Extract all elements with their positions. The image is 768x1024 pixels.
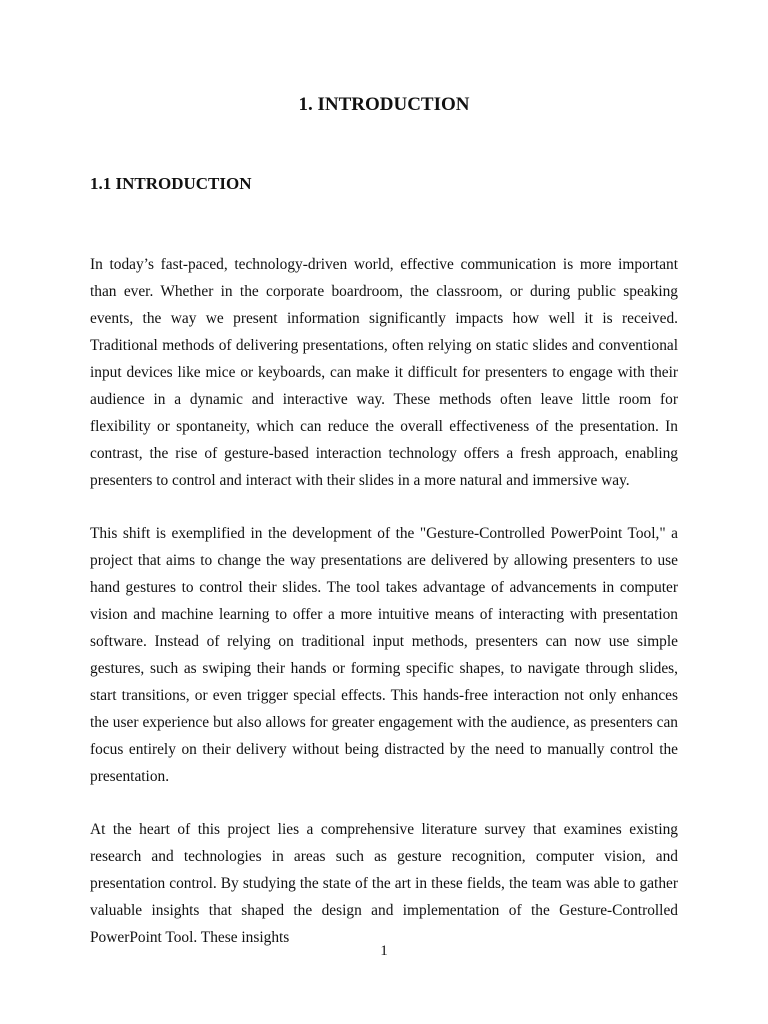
body-paragraph-2: This shift is exemplified in the development of the "Gesture-Controlled PowerPoint Tool," a project that aims to change the way presentations are delivered by allowing presenters to use hand gestures to control their slides. The tool takes advantage of advancements in computer vision and machine learning to offer a more intuitive means of interacting with presentation software. Instead of relying on traditional input methods, presenters can now use simple gestures, such as swiping their hands or forming specific shapes, to navigate through slides, start transitions, or even trigger special effects. This hands-free interaction not only enhances the user experience but also allows for greater engagement with the audience, as presenters can focus entirely on their delivery without being distracted by the need to manually control the presentation.	[90, 525, 678, 785]
section-title: 1.1 INTRODUCTION	[90, 174, 252, 193]
body-paragraph-1: In today’s fast-paced, technology-driven world, effective communication is more important than ever. Whether in the corporate boardroom, the classroom, or during public speaking events, the way we present information significantly impacts how well it is received. Traditional methods of delivering presentations, often relying on static slides and conventional input devices like mice or keyboards, can make it difficult for presenters to engage with their audience in a dynamic and interactive way. These methods often leave little room for flexibility or spontaneity, which can reduce the overall effectiveness of the presentation. In contrast, the rise of gesture-based interaction technology offers a fresh approach, enabling presenters to control and interact with their slides in a more natural and immersive way.	[90, 256, 678, 489]
chapter-title: 1. INTRODUCTION	[298, 94, 470, 115]
page-number: 1	[380, 943, 388, 959]
body-paragraph-3: At the heart of this project lies a comprehensive literature survey that examines existing research and technologies in areas such as gesture recognition, computer vision, and presentation control. By studying the state of the art in these fields, the team was able to gather valuable insights that shaped the design and implementation of the Gesture-Controlled PowerPoint Tool. These insights	[90, 821, 678, 946]
